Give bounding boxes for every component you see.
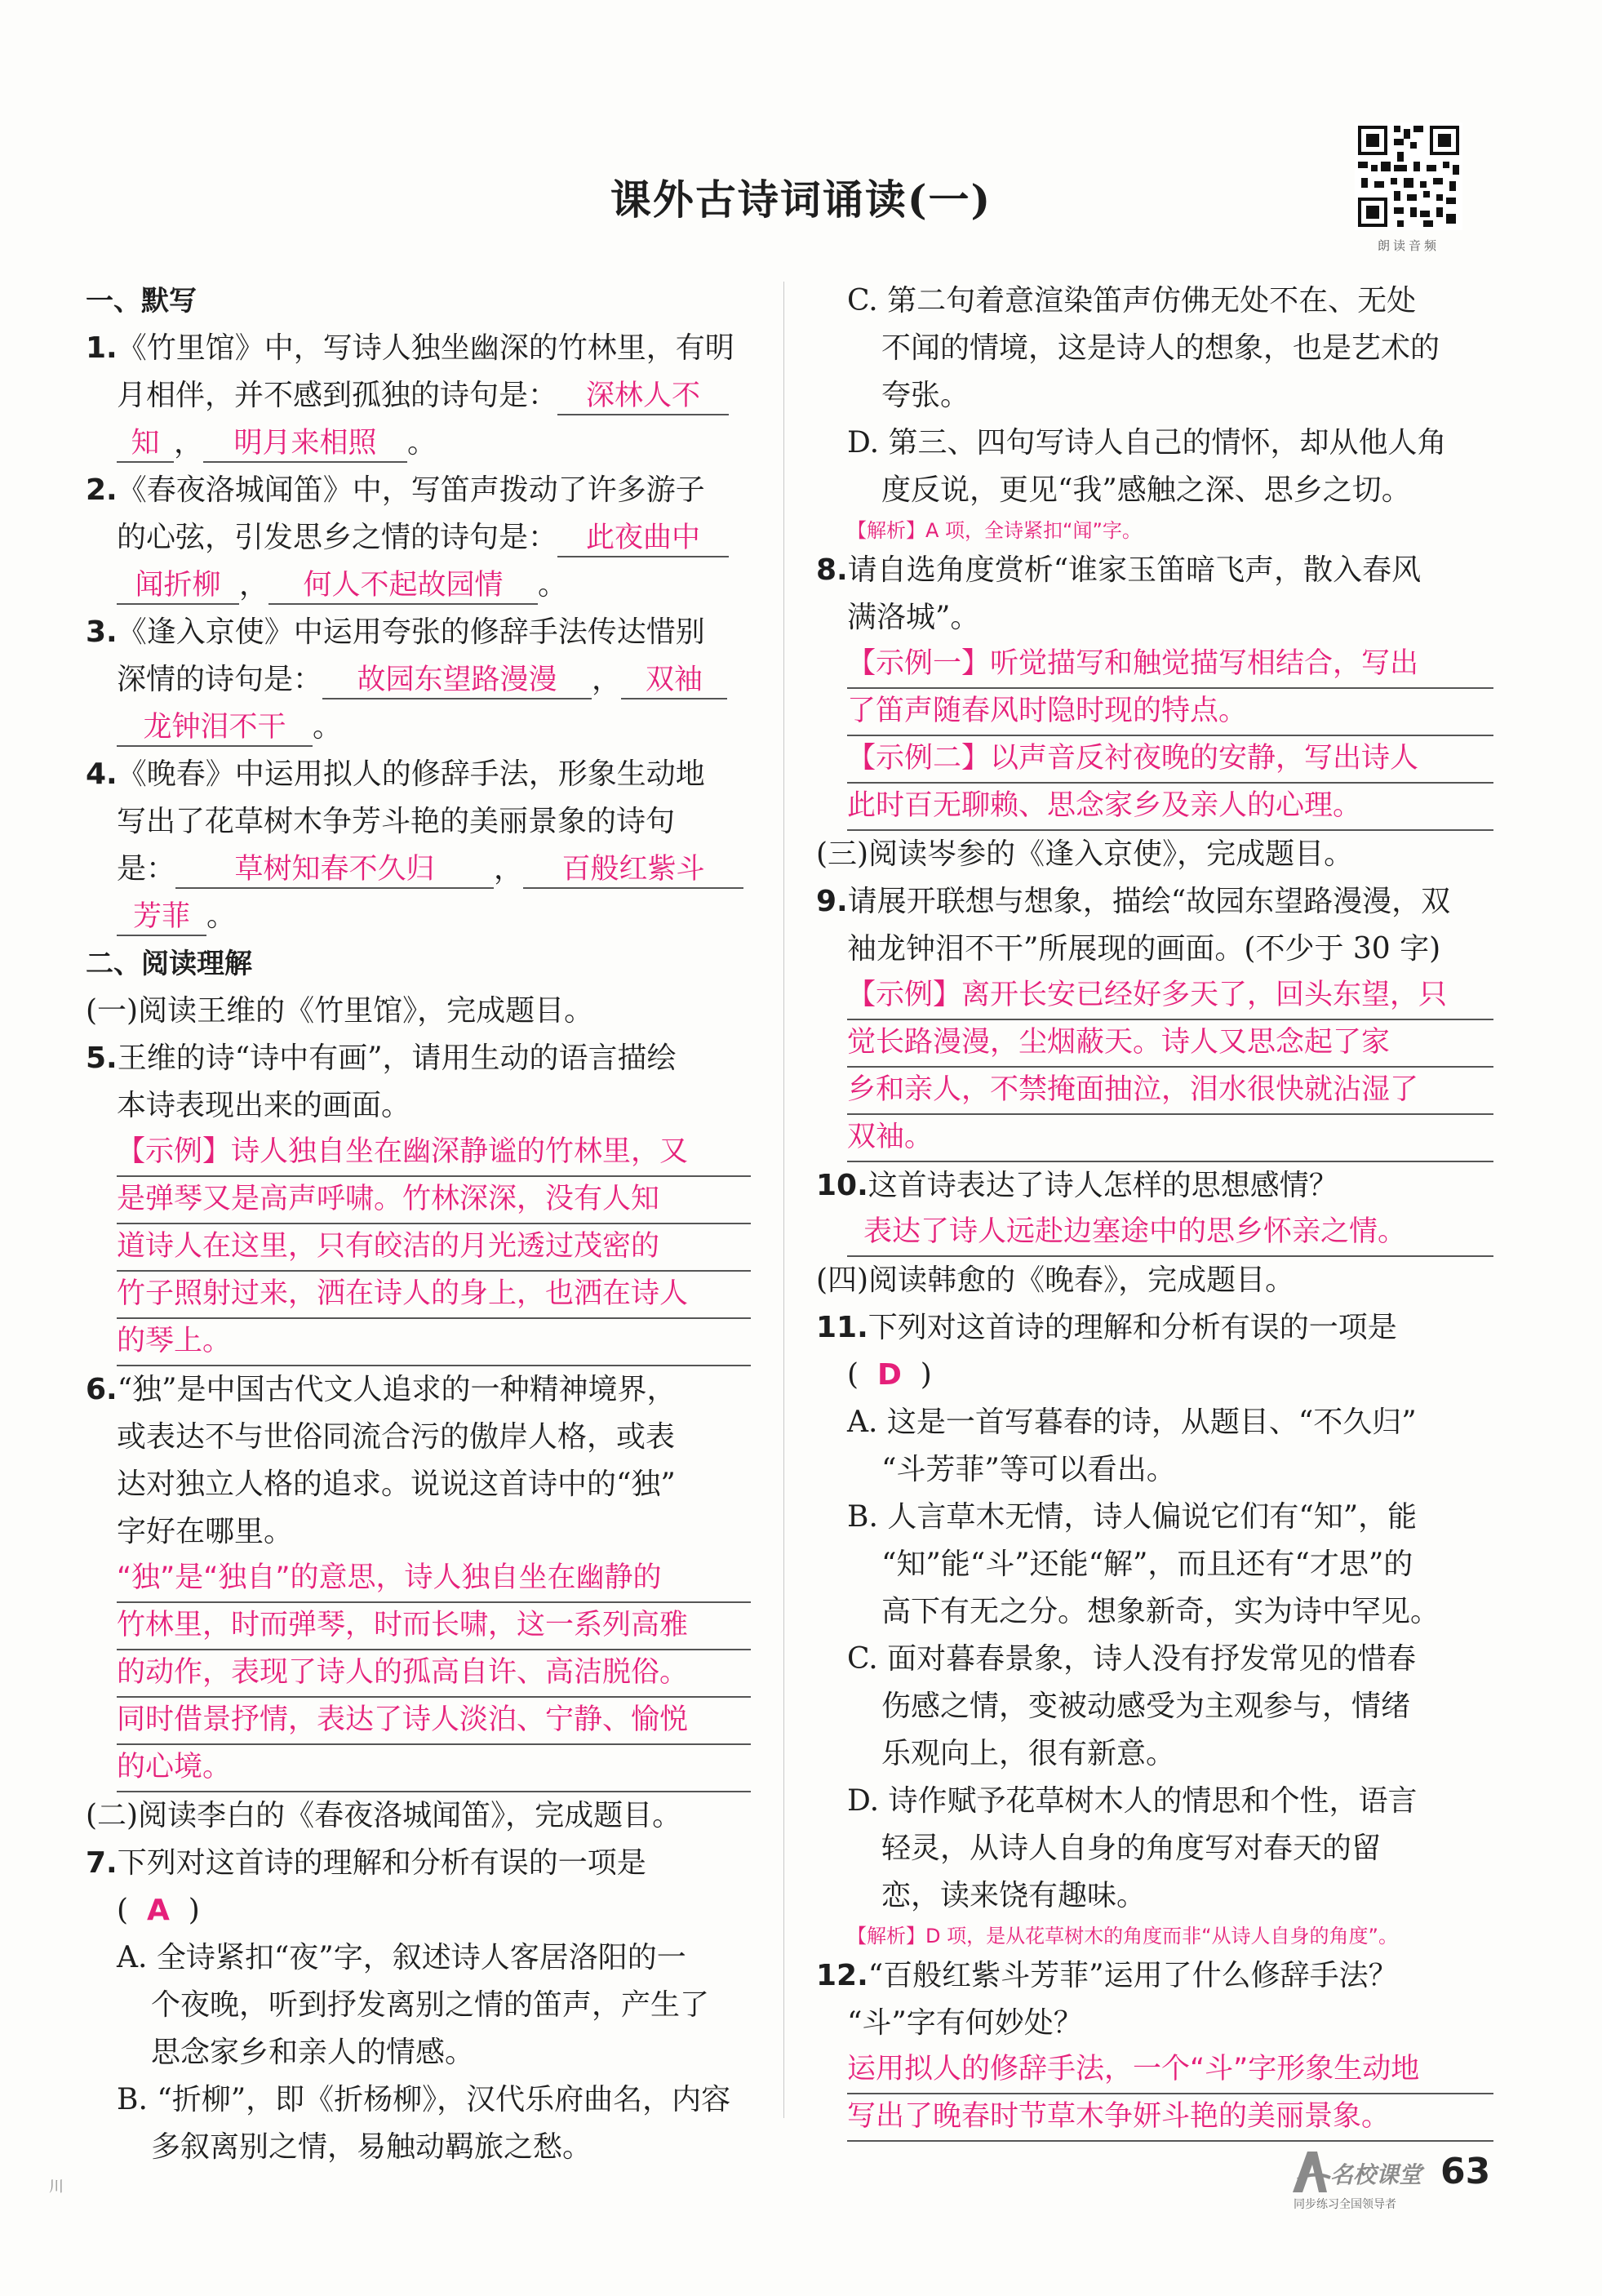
option-b: B. “折柳”，即《折杨柳》，汉代乐府曲名，内容 bbox=[117, 2083, 731, 2116]
qr-code-icon[interactable] bbox=[1355, 122, 1462, 230]
choice-answer: D bbox=[876, 1358, 902, 1392]
page-number: 63 bbox=[1440, 2151, 1491, 2192]
option-d: D. 诗作赋予花草树木人的情思和个性，语言 bbox=[847, 1784, 1418, 1818]
question-10: 10.这首诗表达了诗人怎样的思想感情？ bbox=[816, 1169, 1338, 1202]
answer-block: “独”是“独自”的意思，诗人独自坐在幽静的 竹林里，时而弹琴，时而长啸，这一系列高雅 的动作，表现了诗人的孤高自许、高洁脱俗。 同时借景抒情，表达了诗人淡泊、宁静、愉悦 的心境。 bbox=[86, 1556, 751, 1792]
passage-heading: (四)阅读韩愈的《晚春》，完成题目。 bbox=[816, 1263, 1295, 1297]
answer-blank[interactable]: 明月来相照 bbox=[203, 425, 407, 463]
question-7: 7.下列对这首诗的理解和分析有误的一项是 bbox=[86, 1846, 646, 1880]
column-divider bbox=[783, 282, 784, 2118]
answer-blank[interactable]: 故园东望路漫漫 bbox=[322, 662, 592, 699]
answer-blank[interactable]: 芳菲 bbox=[117, 899, 206, 936]
brand-logo-icon bbox=[1289, 2147, 1428, 2196]
answer-blank[interactable]: 知 bbox=[117, 425, 174, 463]
page-title: 课外古诗词诵读(一) bbox=[610, 175, 992, 224]
passage-heading: (一)阅读王维的《竹里馆》，完成题目。 bbox=[86, 994, 594, 1028]
analysis-note: 【解析】D 项，是从花草树木的角度而非“从诗人自身的角度”。 bbox=[847, 1925, 1398, 1947]
right-column: C. 第二句着意渲染笛声仿佛无处不在、无处 不闻的情境，这是诗人的想象，也是艺术的 夸张。 D. 第三、四句写诗人自己的情怀，却从他人角 度反说，更见“我”感触之深、思乡之切。 【解析】A 项，全诗紧扣“闻”字。 8.请自选角度赏析“谁家玉笛暗飞声，散入春风 满洛城”。 【示例一】听觉描写和触觉描写相结合，写出 了笛声随春风时隐时现的特点。 【示例二】以声音反衬夜晚的安静，写出诗人 此时百无聊赖、思念家乡及亲人的心理。 (三)阅读岑参的《逢入京使》，完成题目。 9.请展开联想与想象，描绘“故园东望路漫漫，双 袖龙钟泪不干”所展现的画面。(不少于 30 字) 【示例】离开长安已经好多天了，回头东望，只 觉长路漫漫，尘烟蔽天。诗人又思念起了家 乡和亲人，不禁掩面抽泣，泪水很快就沾湿了 双袖。 10.这首诗表达了诗人怎样的思想感情？ 表达了诗人远赴边塞途中的思乡怀亲之情。 (四)阅读韩愈的《晚春》，完成题目。 11.下列对这首诗的理解和分析有误的一项是 ( D ) A. 这是一首写暮春的诗，从题目、“不久归” “斗芳菲”等可以看出。 B. 人言草木无情，诗人偏说它们有“知”，能 “知”能“斗”还能“解”，而且还有“才思”的 高下有无之分。想象新奇，实为诗中罕见。 C. 面对暮春景象，诗人没有抒发常见的惜春 伤感之情，变被动感受为主观参与，情绪 乐观向上，很有新意。 D. 诗作赋予花草树木人的情思和个性，语言 轻灵，从诗人自身的角度写对春天的留 恋，读来饶有趣味。 【解析】D 项，是从花草树木的角度而非“从诗人自身的角度”。 12.“百般红紫斗芳菲”运用了什么修辞手法？ “斗”字有何妙处？ 运用拟人的修辞手法，一个“斗”字形象生动地 写出了晚春时节草木争妍斗艳的美丽景象。 bbox=[816, 278, 1493, 2142]
answer-blank[interactable]: 百般红紫斗 bbox=[523, 851, 743, 889]
left-column: 一、默写 1.《竹里馆》中，写诗人独坐幽深的竹林里，有明 月相伴，并不感到孤独的诗句是： 深林人不 知 ， 明月来相照 。 2.《春夜洛城闻笛》中，写笛声拨动了许多游子 的心弦，引发思乡之情的诗句是： 此夜曲中 闻折柳 ， 何人不起故园情 。 3.《逢入京使》中运用夸张的修辞手法传达惜别 深情的诗句是： 故园东望路漫漫 ， 双袖 龙钟泪不干 。 4.《晚春》中运用拟人的修辞手法，形象生动地 写出了花草树木争芳斗艳的美丽景象的诗句 是： 草树知春不久归 ， 百般红紫斗 芳菲 。 二、阅读理解 (一)阅读王维的《竹里馆》，完成题目。 5.王维的诗“诗中有画”，请用生动的语言描绘 本诗表现出来的画面。 【示例】诗人独自坐在幽深静谧的竹林里，又 是弹琴又是高声呼啸。竹林深深，没有人知 道诗人在这里，只有皎洁的月光透过茂密的 竹子照射过来，洒在诗人的身上，也洒在诗人 的琴上。 6.“独”是中国古代文人追求的一种精神境界， 或表达不与世俗同流合污的傲岸人格，或表 达对独立人格的追求。说说这首诗中的“独” 字好在哪里。 “独”是“独自”的意思，诗人独自坐在幽静的 竹林里，时而弹琴，时而长啸，这一系列高雅 的动作，表现了诗人的孤高自许、高洁脱俗。 同时借景抒情，表达了诗人淡泊、宁静、愉悦 的心境。 (二)阅读李白的《春夜洛城闻笛》，完成题目。 7.下列对这首诗的理解和分析有误的一项是 ( A ) A. 全诗紧扣“夜”字，叙述诗人客居洛阳的一 个夜晚，听到抒发离别之情的笛声，产生了 思念家乡和亲人的情感。 B. “折柳”，即《折杨柳》，汉代乐府曲名，内容 多叙离别之情，易触动羁旅之愁。 bbox=[86, 278, 751, 2171]
answer-blank[interactable]: 深林人不 bbox=[557, 378, 729, 415]
question-9: 9.请展开联想与想象，描绘“故园东望路漫漫，双 bbox=[816, 885, 1451, 918]
question-11: 11.下列对这首诗的理解和分析有误的一项是 bbox=[816, 1311, 1397, 1344]
section-heading: 一、默写 bbox=[86, 285, 197, 318]
option-c: C. 面对暮春景象，诗人没有抒发常见的惜春 bbox=[847, 1642, 1417, 1676]
choice-answer: A bbox=[146, 1894, 170, 1927]
qr-caption: 朗读音频 bbox=[1377, 238, 1440, 253]
option-a: A. 全诗紧扣“夜”字，叙述诗人客居洛阳的一 bbox=[117, 1941, 686, 1974]
option-d: D. 第三、四句写诗人自己的情怀，却从他人角 bbox=[847, 426, 1447, 460]
answer-blank[interactable]: 龙钟泪不干 bbox=[117, 709, 313, 747]
option-c: C. 第二句着意渲染笛声仿佛无处不在、无处 bbox=[847, 284, 1417, 318]
option-b: B. 人言草木无情，诗人偏说它们有“知”，能 bbox=[847, 1500, 1418, 1534]
question-3: 3.《逢入京使》中运用夸张的修辞手法传达惜别 bbox=[86, 615, 705, 649]
corner-mark: 川 bbox=[49, 2178, 64, 2196]
option-a: A. 这是一首写暮春的诗，从题目、“不久归” bbox=[847, 1406, 1417, 1439]
answer-block: 【示例一】听觉描写和触觉描写相结合，写出 了笛声随春风时隐时现的特点。 【示例二】以声音反衬夜晚的安静，写出诗人 此时百无聊赖、思念家乡及亲人的心理。 bbox=[816, 642, 1493, 831]
question-8: 8.请自选角度赏析“谁家玉笛暗飞声，散入春风 bbox=[816, 553, 1422, 587]
question-2: 2.《春夜洛城闻笛》中，写笛声拨动了许多游子 bbox=[86, 473, 705, 507]
passage-heading: (三)阅读岑参的《逢入京使》，完成题目。 bbox=[816, 837, 1354, 871]
question-4: 4.《晚春》中运用拟人的修辞手法，形象生动地 bbox=[86, 757, 705, 791]
svg-text:名校课堂: 名校课堂 bbox=[1330, 2161, 1422, 2188]
question-12: 12.“百般红紫斗芳菲”运用了什么修辞手法？ bbox=[816, 1959, 1398, 1992]
section-heading: 二、阅读理解 bbox=[86, 948, 252, 980]
answer-block: 【示例】离开长安已经好多天了，回头东望，只 觉长路漫漫，尘烟蔽天。诗人又思念起了家 乡和亲人，不禁掩面抽泣，泪水很快就沾湿了 双袖。 bbox=[816, 973, 1493, 1162]
brand-tagline: 同步练习全国领导者 bbox=[1294, 2198, 1396, 2211]
question-6: 6.“独”是中国古代文人追求的一种精神境界， bbox=[86, 1373, 677, 1406]
answer-block: 表达了诗人远赴边塞途中的思乡怀亲之情。 bbox=[816, 1210, 1493, 1257]
answer-block: 运用拟人的修辞手法，一个“斗”字形象生动地 写出了晚春时节草木争妍斗艳的美丽景象。 bbox=[816, 2047, 1493, 2142]
question-5: 5.王维的诗“诗中有画”，请用生动的语言描绘 bbox=[86, 1041, 677, 1075]
answer-blank[interactable]: 闻折柳 bbox=[117, 567, 239, 605]
answer-blank[interactable]: 何人不起故园情 bbox=[268, 567, 538, 605]
analysis-note: 【解析】A 项，全诗紧扣“闻”字。 bbox=[847, 519, 1142, 542]
answer-blank[interactable]: 此夜曲中 bbox=[557, 520, 729, 557]
answer-blank[interactable]: 双袖 bbox=[621, 662, 727, 699]
answer-blank[interactable]: 草树知春不久归 bbox=[175, 851, 494, 889]
question-1: 1.《竹里馆》中，写诗人独坐幽深的竹林里，有明 bbox=[86, 331, 734, 365]
answer-block: 【示例】诗人独自坐在幽深静谧的竹林里，又 是弹琴又是高声呼啸。竹林深深，没有人知 道诗人在这里，只有皎洁的月光透过茂密的 竹子照射过来，洒在诗人的身上，也洒在诗人 的琴上。 bbox=[86, 1130, 751, 1366]
passage-heading: (二)阅读李白的《春夜洛城闻笛》，完成题目。 bbox=[86, 1799, 682, 1832]
